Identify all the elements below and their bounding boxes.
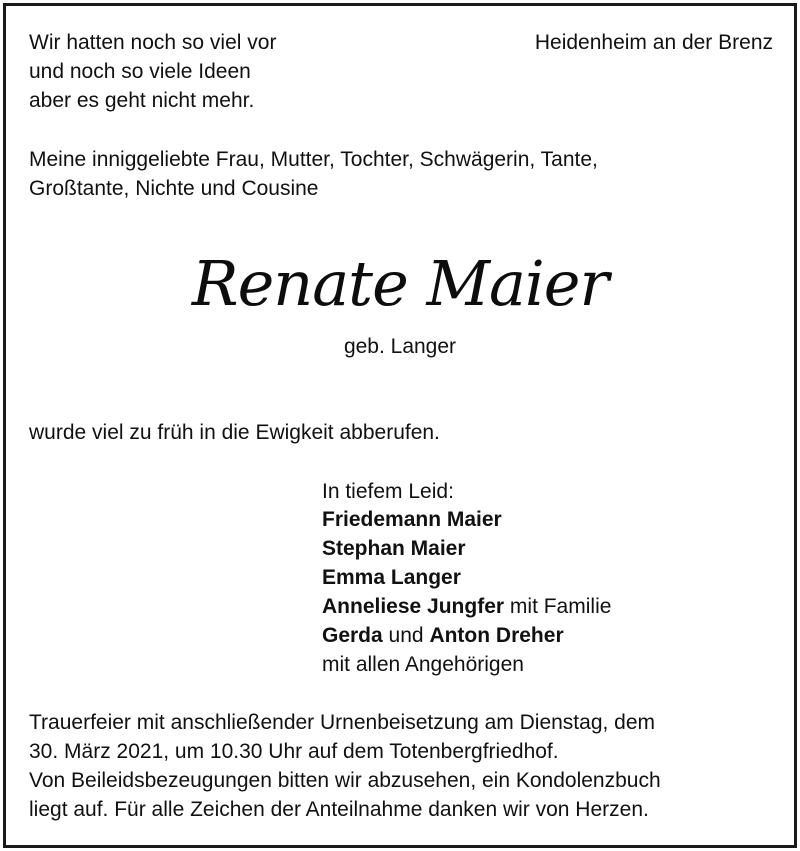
mourner-connector: und <box>388 624 424 647</box>
mourner-name: Anneliese Jungfer <box>322 595 505 618</box>
intro-line: Großtante, Nichte und Cousine <box>29 177 319 200</box>
motto-line: aber es geht nicht mehr. <box>29 89 255 112</box>
footer-line: liegt auf. Für alle Zeichen der Anteilnahme danken wir von Herzen. <box>29 798 649 821</box>
deceased-name: Renate Maier <box>191 247 609 320</box>
mourner-line <box>322 621 564 650</box>
mourners-closing: mit allen Angehörigen <box>322 653 524 676</box>
birth-name: geb. Langer <box>343 335 457 358</box>
motto-line: Wir hatten noch so viel vor <box>29 31 277 54</box>
mourner-name: Gerda <box>322 624 383 647</box>
footer-line: Von Beileidsbezeugungen bitten wir abzusehen, ein Kondolenzbuch <box>29 769 661 792</box>
footer-line: Trauerfeier mit anschließender Urnenbeisetzung am Dienstag, dem <box>29 711 656 734</box>
mourner-suffix: mit Familie <box>509 595 612 618</box>
footer-line: 30. März 2021, um 10.30 Uhr auf dem Totenbergfriedhof. <box>29 740 559 763</box>
mourner-name: Friedemann Maier <box>322 508 502 531</box>
motto-line: und noch so viele Ideen <box>29 60 251 83</box>
intro-line: Meine inniggeliebte Frau, Mutter, Tochter, Schwägerin, Tante, <box>29 148 598 171</box>
mourner-name: Stephan Maier <box>322 537 466 560</box>
mourner-name: Emma Langer <box>322 566 461 589</box>
statement: wurde viel zu früh in die Ewigkeit abberufen. <box>29 421 440 444</box>
place-of-residence: Heidenheim an der Brenz <box>534 31 773 54</box>
mourner-name: Anton Dreher <box>429 624 564 647</box>
mourner-line <box>322 592 611 621</box>
mourners-heading: In tiefem Leid: <box>322 480 454 503</box>
